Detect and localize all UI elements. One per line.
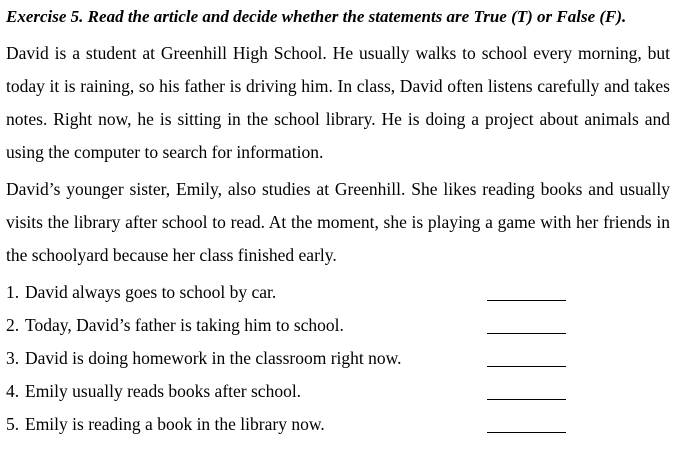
statement-number: 4. (6, 381, 20, 401)
statement-number: 5. (6, 414, 20, 434)
answer-blank-1[interactable] (487, 300, 566, 301)
statement-text: Today, David’s father is taking him to school. (25, 315, 344, 335)
exercise-title: Exercise 5. Read the article and decide whether the statements are True (T) or False (F). (6, 7, 627, 26)
article-paragraph-2: David’s younger sister, Emily, also studies at Greenhill. She likes reading books and usually visits the library after school to read. At the moment, she is playing a game with her friends in the schoolyard because her class finished early. (6, 179, 670, 265)
statements-list (6, 276, 670, 441)
answer-blank-4[interactable] (487, 399, 566, 400)
statement-row-2 (6, 309, 670, 342)
statement-text: David is doing homework in the classroom right now. (25, 348, 402, 368)
article-paragraph-1: David is a student at Greenhill High School. He usually walks to school every morning, but today it is raining, so his father is driving him. In class, David often listens carefully and takes notes. Right now, he is sitting in the school library. He is doing a project about animals and using the computer to search for information. (6, 43, 670, 162)
statement-number: 1. (6, 282, 20, 302)
statement-row-1 (6, 276, 670, 309)
statement-text: Emily usually reads books after school. (25, 381, 302, 401)
statement-row-4 (6, 375, 670, 408)
statement-text: Emily is reading a book in the library now. (25, 414, 325, 434)
statement-number: 2. (6, 315, 20, 335)
answer-blank-3[interactable] (487, 366, 566, 367)
answer-blank-2[interactable] (487, 333, 566, 334)
answer-blank-5[interactable] (487, 432, 566, 433)
statement-text: David always goes to school by car. (25, 282, 277, 302)
statement-number: 3. (6, 348, 20, 368)
statement-row-5 (6, 408, 670, 441)
statement-row-3 (6, 342, 670, 375)
